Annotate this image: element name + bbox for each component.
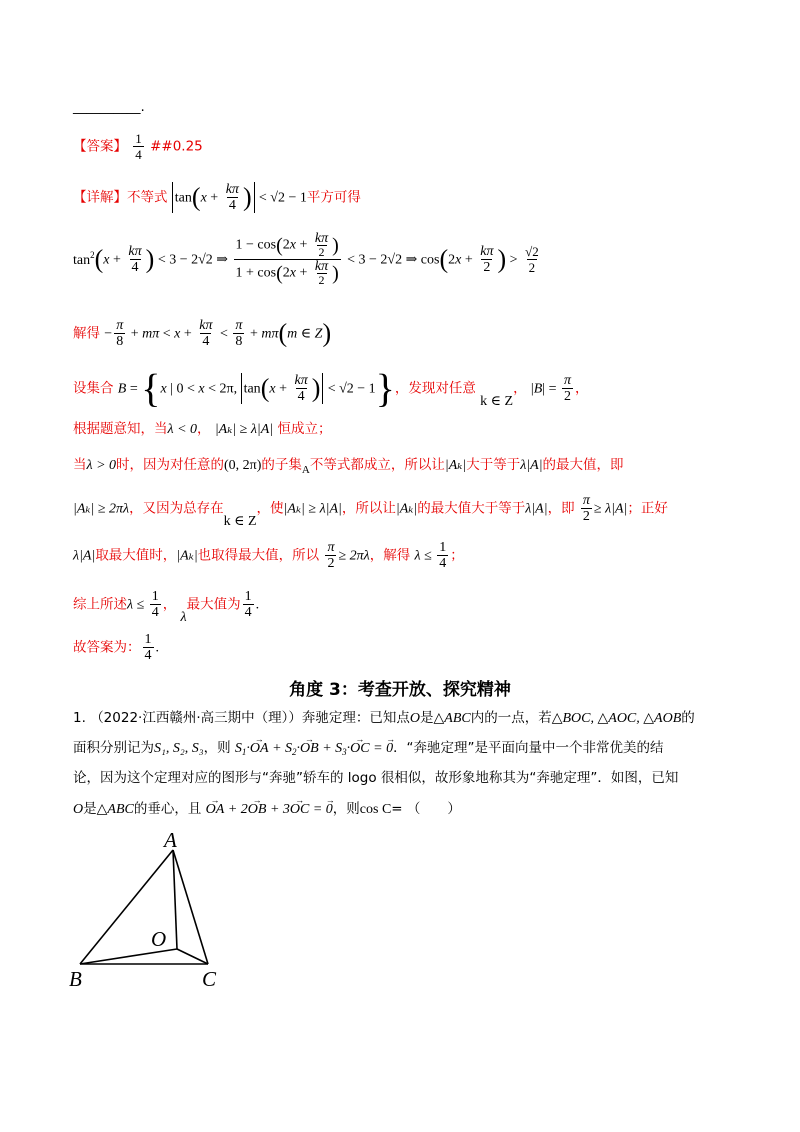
set-b-line: 设集合 B = {x | 0 < x < 2π, tan(x + $\frac{k\pi}{4}$ ) < √2 − 1}，发现对任意 k ∈ Z， |B| = $\frac{\pi}{2}$ ， xyxy=(73,365,589,411)
lambda-neg-ineq: |Aₖ| ≥ λ|A| xyxy=(214,422,274,437)
interval: (0, 2π) xyxy=(224,458,262,473)
segment-oa xyxy=(173,850,177,949)
question-line-3: 论，因为这个定理对应的图形与“奔驰”轿车的 logo 很相似，故形象地称其为“奔驰定理”．如图，已知 xyxy=(73,770,679,786)
answer-frac-den: 4 xyxy=(135,147,142,162)
answer-fraction xyxy=(133,131,144,162)
sqrt2-over-2: $\frac{√2}{2}$ xyxy=(525,244,539,275)
label-c: C xyxy=(202,967,217,991)
detail-ineq-tail: < √2 − 1 xyxy=(258,190,307,206)
segment-ob xyxy=(80,949,177,964)
equation-tan-squared: $\tan^2(x$ + $\frac{k\pi}{4}$ ) < 3 − 2√2 ⇒ 1 − cos(2x + $\frac{k\pi}{2}$ ) 1 + cos(2x + $\frac{k\pi}{2}$ ) < 3 − 2√2 ⇒ cos(2x + $\frac{k\pi}{2}$ ) > $\frac{√2}{2}$ xyxy=(73,231,539,287)
section-heading: 角度 3：考查开放、探究精神 xyxy=(289,680,511,700)
benz-vector-equation: $S_1\cdot\to$ OA + $S_2\cdot\to$ OB + $S_3\cdot\to$ OC = → 0 xyxy=(235,741,393,756)
lambda-positive-line: 当λ > 0时，因为对任意的(0, 2π)的子集$_A$不等式都成立，所以让|Aₖ|大于等于λ|A|的最大值，即 xyxy=(73,457,624,476)
label-o: O xyxy=(151,927,167,951)
question-source: （2022·江西赣州·高三期中（理）） xyxy=(90,710,302,726)
set-b-kz: k ∈ Z xyxy=(480,393,514,409)
question-line-2: 面积分别记为S₁, S₂, S₃，则 $S_1\cdot\to$ OA + $S_2\cdot\to$ OB + $S_3\cdot\to$ OC = → 0．“奔驰定理”是平面向量中一个非常优美的结 xyxy=(73,738,664,762)
max-line: λ|A|取最大值时，|Aₖ|也取得最大值，所以 $\frac{\pi}{2}$ ≥ 2πλ，解得 λ ≤ $\frac{1}{4}$ ； xyxy=(73,540,464,571)
detail-line xyxy=(73,182,361,213)
orthocenter-vector-equation: → OA + 2→ OB + 3→ OC = → 0 xyxy=(206,802,333,817)
side-ac xyxy=(173,850,208,964)
set-b-label: 设集合 xyxy=(73,380,114,397)
tan-abs-expression: tan(x + $\frac{k\pi}{4}$ ) xyxy=(172,182,255,213)
solve-label: 解得 xyxy=(73,325,100,342)
detail-label: 【详解】 xyxy=(73,189,127,206)
question-line-1: 1. （2022·江西赣州·高三期中（理））奔驰定理：已知点O是△ABC内的一点，若△BOC, △AOC, △AOB的 xyxy=(73,710,695,726)
triangle-figure xyxy=(65,828,245,998)
pi-over-2-ineq: ≥ λ|A| xyxy=(593,501,628,517)
answer-line xyxy=(73,131,203,162)
label-b: B xyxy=(69,967,82,991)
question-number: 1. xyxy=(73,710,86,726)
cos-ratio-fraction: 1 − cos(2x + $\frac{k\pi}{2}$ ) 1 + cos(2x + $\frac{k\pi}{2}$ ) xyxy=(235,231,339,287)
blank-period: . xyxy=(140,99,145,115)
lambda-neg-cond: λ < 0 xyxy=(167,422,198,437)
summary-line: 综上所述λ ≤ $\frac{1}{4}$ ， λ最大值为 $\frac{1}{4}$ . xyxy=(73,589,260,625)
lambda-negative-line: 根据题意知，当λ < 0， |Aₖ| ≥ λ|A| 恒成立； xyxy=(73,421,332,437)
detail-intro: 不等式 xyxy=(127,189,168,206)
ak-line: |Aₖ| ≥ 2πλ，又因为总存在k ∈ Z，使|Aₖ| ≥ λ|A|，所以让|Aₖ|的最大值大于等于λ|A|，即 $\frac{\pi}{2}$ ≥ λ|A|；正好 xyxy=(73,493,668,529)
answer-label: 【答案】 xyxy=(73,138,127,155)
detail-after: 平方可得 xyxy=(306,189,361,206)
answer-blank-line xyxy=(73,97,145,117)
question-line-4: O是△ABC的垂心，且 → OA + 2→ OB + 3→ OC = → 0，则cos C= （ ） xyxy=(73,799,461,820)
set-b-found: ，发现对任意 xyxy=(394,380,476,397)
solve-line: 解得 − $\frac{\pi}{8}$ + mπ < x + $\frac{k\pi}{4}$ < $\frac{\pi}{8}$ + mπ(m ∈ Z) xyxy=(73,318,332,349)
final-answer-line: 故答案为： $\frac{1}{4}$ . xyxy=(73,632,159,663)
label-a: A xyxy=(164,828,177,852)
answer-alt: ##0.25 xyxy=(150,138,203,155)
blank: __________ xyxy=(73,99,141,115)
answer-frac-num: 1 xyxy=(135,131,142,146)
